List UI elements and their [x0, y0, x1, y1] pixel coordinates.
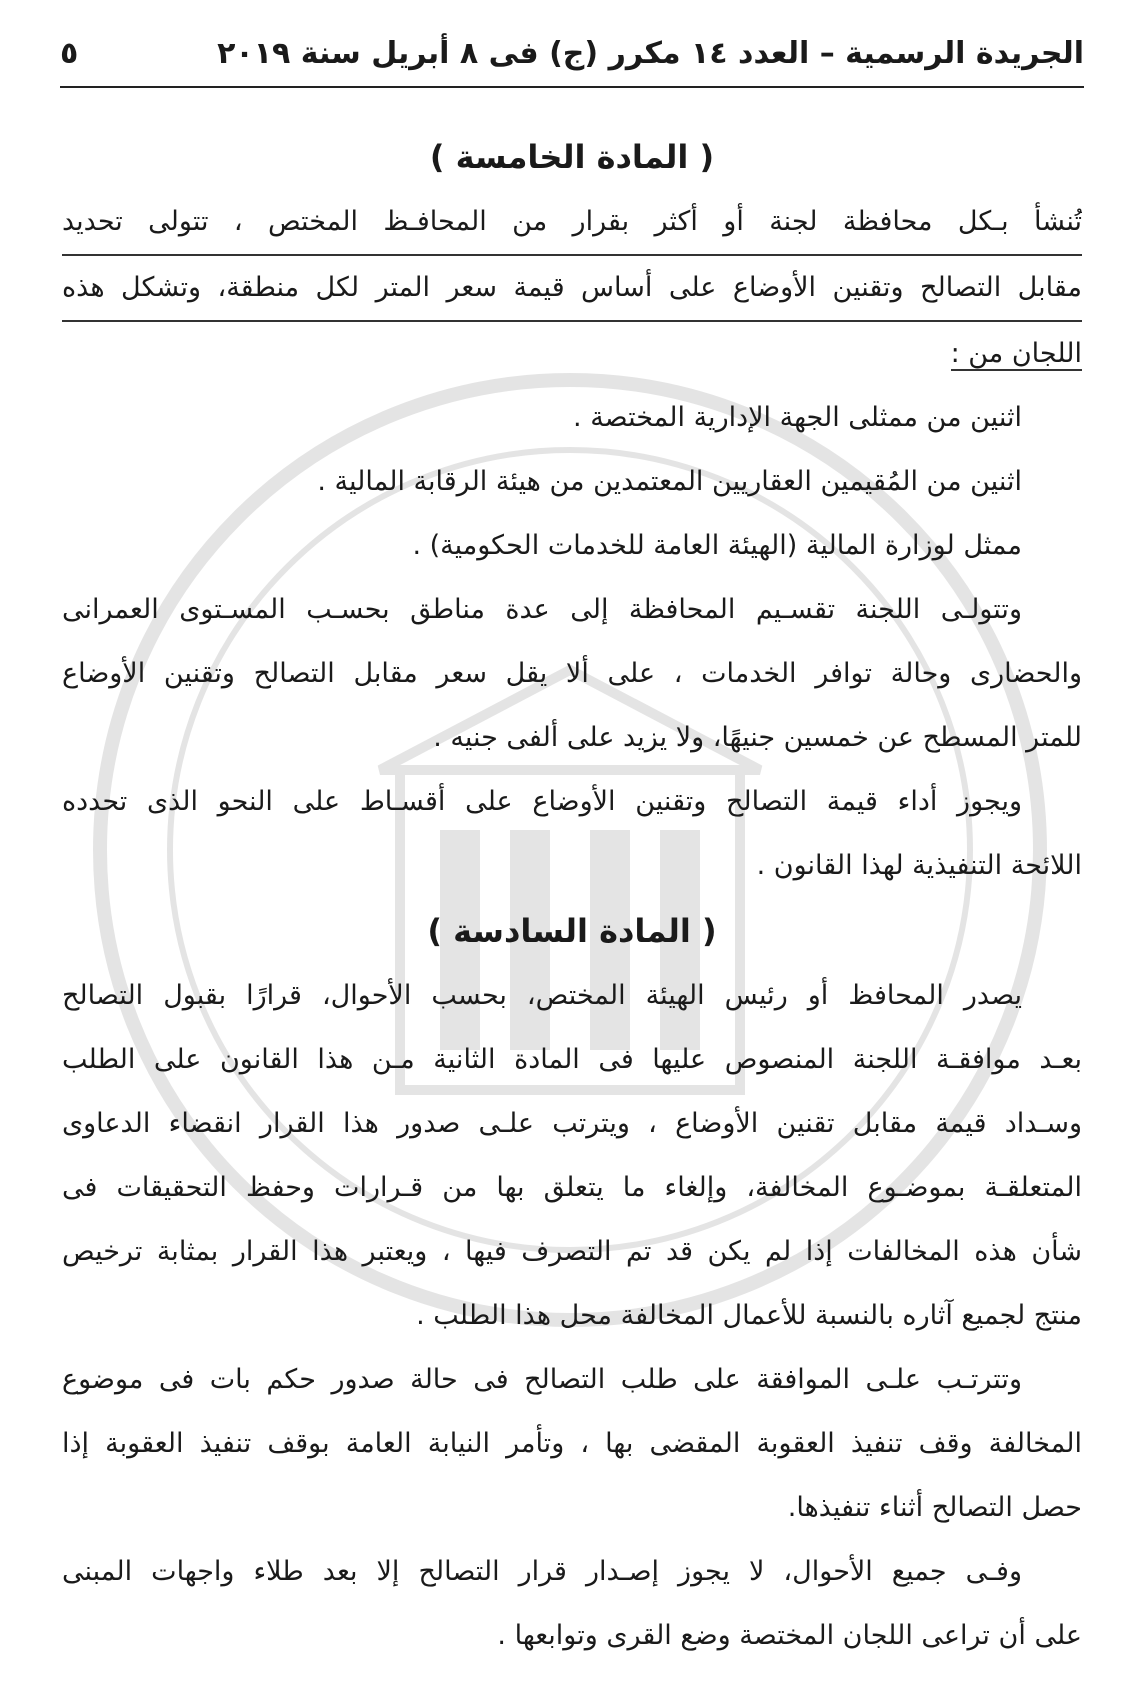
article-5-paragraph-line: اللائحة التنفيذية لهذا القانون .: [756, 850, 1082, 881]
article-6-paragraph-line: وفـى جميع الأحوال، لا يجوز إصـدار قرار التصالح إلا بعد طلاء واجهات المبنى: [62, 1556, 1022, 1587]
article-6-paragraph-line: منتج لجميع آثاره بالنسبة للأعمال المخالفة محل هذا الطلب .: [416, 1300, 1082, 1331]
article-6-paragraph-line: بعـد موافقـة اللجنة المنصوص عليها فى المادة الثانية مـن هذا القانون على الطلب: [62, 1044, 1082, 1075]
article-6-paragraph-line: يصدر المحافظ أو رئيس الهيئة المختص، بحسب الأحوال، قرارًا بقبول التصالح: [62, 980, 1022, 1011]
header-divider: [60, 86, 1084, 88]
article-6-paragraph-line: على أن تراعى اللجان المختصة وضع القرى وتوابعها .: [497, 1620, 1082, 1651]
document-body: [62, 124, 1082, 1668]
committee-member: اثنين من ممثلى الجهة الإدارية المختصة .: [573, 402, 1022, 433]
article-5-paragraph-line: والحضارى وحالة توافر الخدمات ، على ألا يقل سعر مقابل التصالح وتقنين الأوضاع: [62, 658, 1082, 689]
article-6-paragraph-line: وتترتـب علـى الموافقة على طلب التصالح فى حالة صدور حكم بات فى موضوع: [62, 1364, 1022, 1395]
article-6-paragraph-line: المخالفة وقف تنفيذ العقوبة المقضى بها ، وتأمر النيابة العامة بوقف تنفيذ العقوبة إذا: [62, 1428, 1082, 1459]
article-5-line: تُنشأ بـكل محافظة لجنة أو أكثر بقرار من المحافـظ المختص ، تتولى تحديد: [62, 190, 1082, 256]
article-5-paragraph-line: للمتر المسطح عن خمسين جنيهًا، ولا يزيد على ألفى جنيه .: [433, 722, 1082, 753]
article-5-title: ( المادة الخامسة ): [429, 138, 715, 176]
article-6-paragraph-line: شأن هذه المخالفات إذا لم يكن قد تم التصرف فيها ، ويعتبر هذا القرار بمثابة ترخيص: [62, 1236, 1082, 1267]
article-5-line: اللجان من :: [950, 338, 1082, 369]
article-5-paragraph-line: ويجوز أداء قيمة التصالح وتقنين الأوضاع على أقسـاط على النحو الذى تحدده: [62, 786, 1022, 817]
article-6-paragraph-line: حصل التصالح أثناء تنفيذها.: [787, 1492, 1082, 1523]
page-header: [60, 28, 1084, 78]
article-6-paragraph-line: المتعلقـة بموضـوع المخالفة، وإلغاء ما يتعلق بها من قـرارات وحفظ التحقيقات فى: [62, 1172, 1082, 1203]
committee-member: ممثل لوزارة المالية (الهيئة العامة للخدمات الحكومية) .: [412, 530, 1022, 561]
article-6-paragraph-line: وسـداد قيمة مقابل تقنين الأوضاع ، ويترتب علـى صدور هذا القرار انقضاء الدعاوى: [62, 1108, 1082, 1139]
article-6-title: ( المادة السادسة ): [427, 912, 717, 950]
page-number: ٥: [60, 35, 79, 71]
article-5-paragraph-line: وتتولـى اللجنة تقسـيم المحافظة إلى عدة مناطق بحسـب المسـتوى العمرانى: [62, 594, 1022, 625]
gazette-title: الجريدة الرسمية – العدد ١٤ مكرر (ج) فى ٨ أبريل سنة ٢٠١٩: [217, 35, 1084, 71]
article-5-line: مقابل التصالح وتقنين الأوضاع على أساس قيمة سعر المتر لكل منطقة، وتشكل هذه: [62, 256, 1082, 322]
committee-member: اثنين من المُقيمين العقاريين المعتمدين من هيئة الرقابة المالية .: [317, 466, 1022, 497]
